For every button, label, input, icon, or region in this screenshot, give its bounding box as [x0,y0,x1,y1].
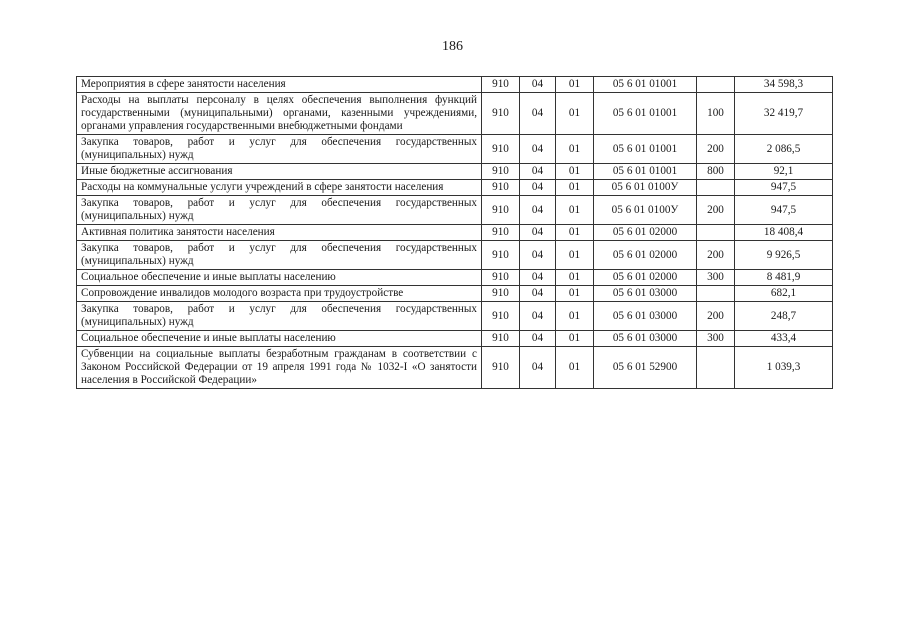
expense-name-cell: Расходы на выплаты персоналу в целях обеспечения выполнения функций государственными (муниципальными) органами, казенными учреждениями, органами управления государственными внебюджетными фондами [77,93,482,135]
table-row [77,241,833,270]
amount-cell: 8 481,9 [735,270,833,286]
expense-name-cell: Иные бюджетные ассигнования [77,164,482,180]
expense-name-cell: Закупка товаров, работ и услуг для обеспечения государственных (муниципальных) нужд [77,135,482,164]
table-row [77,302,833,331]
amount-cell: 682,1 [735,286,833,302]
amount-cell: 947,5 [735,180,833,196]
amount-cell: 32 419,7 [735,93,833,135]
grbs-code-cell: 910 [482,286,520,302]
section-code-cell: 04 [520,180,556,196]
target-article-cell: 05 6 01 01001 [594,77,697,93]
target-article-cell: 05 6 01 01001 [594,164,697,180]
amount-cell: 248,7 [735,302,833,331]
amount-cell: 34 598,3 [735,77,833,93]
subsection-code-cell: 01 [556,302,594,331]
target-article-cell: 05 6 01 03000 [594,286,697,302]
section-code-cell: 04 [520,77,556,93]
table-body [77,77,833,389]
expense-name-cell: Расходы на коммунальные услуги учреждений в сфере занятости населения [77,180,482,196]
subsection-code-cell: 01 [556,93,594,135]
grbs-code-cell: 910 [482,77,520,93]
table-row [77,77,833,93]
expense-type-cell: 200 [697,135,735,164]
grbs-code-cell: 910 [482,164,520,180]
grbs-code-cell: 910 [482,180,520,196]
grbs-code-cell: 910 [482,302,520,331]
amount-cell: 9 926,5 [735,241,833,270]
expense-name-cell: Субвенции на социальные выплаты безработным гражданам в соответствии с Законом Российской Федерации от 19 апреля 1991 года № 1032-I «О занятости населения в Российской Федерации» [77,347,482,389]
target-article-cell: 05 6 01 02000 [594,270,697,286]
grbs-code-cell: 910 [482,93,520,135]
expense-type-cell [697,225,735,241]
section-code-cell: 04 [520,241,556,270]
target-article-cell: 05 6 01 52900 [594,347,697,389]
section-code-cell: 04 [520,270,556,286]
expense-type-cell: 800 [697,164,735,180]
target-article-cell: 05 6 01 02000 [594,225,697,241]
amount-cell: 947,5 [735,196,833,225]
amount-cell: 1 039,3 [735,347,833,389]
table-row [77,180,833,196]
target-article-cell: 05 6 01 0100У [594,196,697,225]
expense-type-cell [697,180,735,196]
target-article-cell: 05 6 01 03000 [594,331,697,347]
table-row [77,135,833,164]
subsection-code-cell: 01 [556,270,594,286]
table-row [77,347,833,389]
expense-type-cell: 100 [697,93,735,135]
subsection-code-cell: 01 [556,180,594,196]
expense-name-cell: Закупка товаров, работ и услуг для обеспечения государственных (муниципальных) нужд [77,196,482,225]
grbs-code-cell: 910 [482,225,520,241]
table-row [77,225,833,241]
table-row [77,331,833,347]
expense-type-cell: 300 [697,270,735,286]
target-article-cell: 05 6 01 03000 [594,302,697,331]
expense-name-cell: Социальное обеспечение и иные выплаты населению [77,331,482,347]
amount-cell: 433,4 [735,331,833,347]
budget-table [76,76,833,389]
subsection-code-cell: 01 [556,347,594,389]
table-row [77,196,833,225]
expense-name-cell: Сопровождение инвалидов молодого возраста при трудоустройстве [77,286,482,302]
grbs-code-cell: 910 [482,196,520,225]
subsection-code-cell: 01 [556,164,594,180]
table-row [77,270,833,286]
section-code-cell: 04 [520,164,556,180]
expense-name-cell: Закупка товаров, работ и услуг для обеспечения государственных (муниципальных) нужд [77,241,482,270]
page-number: 186 [442,39,463,54]
expense-type-cell [697,77,735,93]
expense-name-cell: Активная политика занятости населения [77,225,482,241]
section-code-cell: 04 [520,135,556,164]
section-code-cell: 04 [520,196,556,225]
amount-cell: 92,1 [735,164,833,180]
target-article-cell: 05 6 01 01001 [594,93,697,135]
expense-name-cell: Социальное обеспечение и иные выплаты населению [77,270,482,286]
expense-type-cell [697,347,735,389]
target-article-cell: 05 6 01 01001 [594,135,697,164]
subsection-code-cell: 01 [556,286,594,302]
amount-cell: 18 408,4 [735,225,833,241]
grbs-code-cell: 910 [482,241,520,270]
subsection-code-cell: 01 [556,225,594,241]
table-row [77,164,833,180]
expense-name-cell: Закупка товаров, работ и услуг для обеспечения государственных (муниципальных) нужд [77,302,482,331]
grbs-code-cell: 910 [482,347,520,389]
expense-type-cell: 200 [697,196,735,225]
expense-type-cell: 200 [697,241,735,270]
subsection-code-cell: 01 [556,196,594,225]
expense-type-cell: 300 [697,331,735,347]
section-code-cell: 04 [520,347,556,389]
section-code-cell: 04 [520,331,556,347]
grbs-code-cell: 910 [482,331,520,347]
table-row [77,93,833,135]
subsection-code-cell: 01 [556,331,594,347]
section-code-cell: 04 [520,302,556,331]
target-article-cell: 05 6 01 0100У [594,180,697,196]
expense-name-cell: Мероприятия в сфере занятости населения [77,77,482,93]
section-code-cell: 04 [520,286,556,302]
expense-type-cell [697,286,735,302]
grbs-code-cell: 910 [482,270,520,286]
subsection-code-cell: 01 [556,135,594,164]
subsection-code-cell: 01 [556,241,594,270]
amount-cell: 2 086,5 [735,135,833,164]
grbs-code-cell: 910 [482,135,520,164]
subsection-code-cell: 01 [556,77,594,93]
table-row [77,286,833,302]
section-code-cell: 04 [520,225,556,241]
expense-type-cell: 200 [697,302,735,331]
section-code-cell: 04 [520,93,556,135]
target-article-cell: 05 6 01 02000 [594,241,697,270]
